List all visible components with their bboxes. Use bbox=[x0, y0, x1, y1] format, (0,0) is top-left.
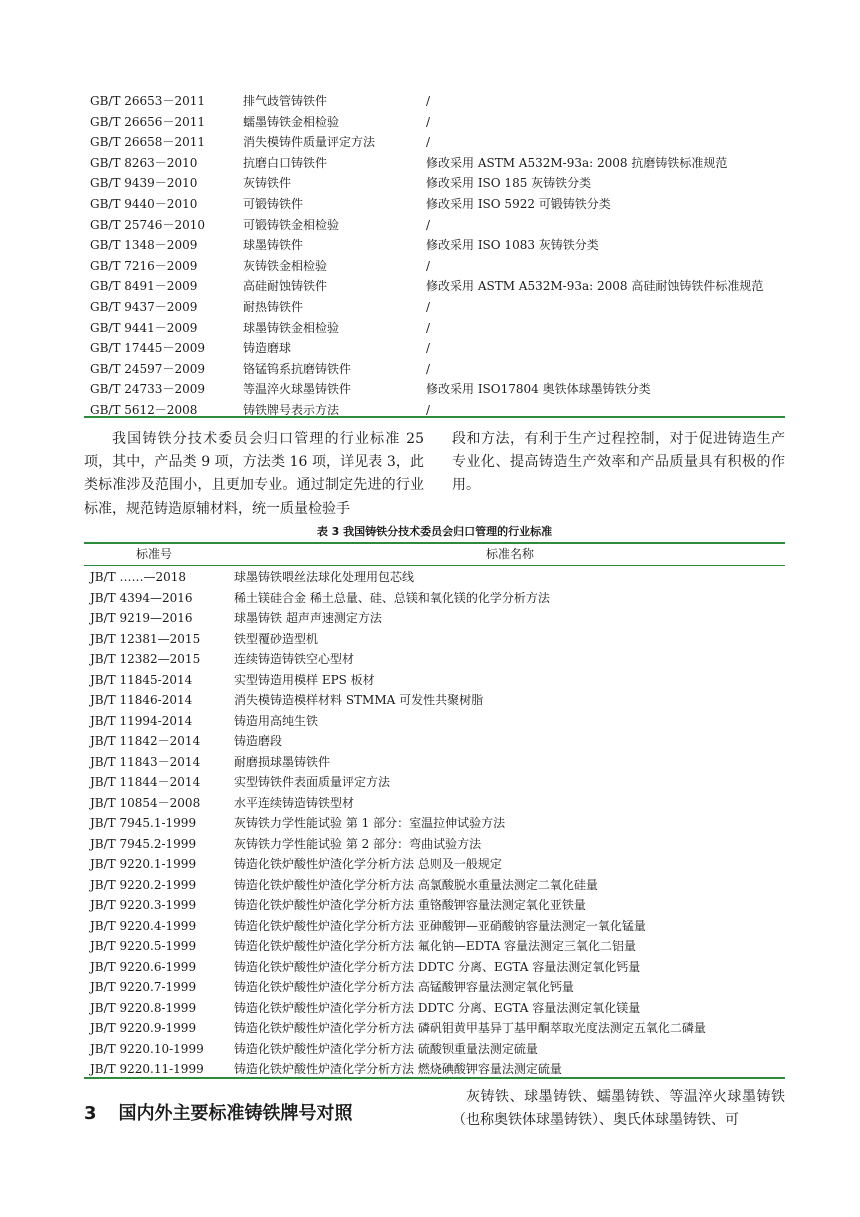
table-header-row bbox=[84, 544, 785, 564]
standard-name: 铸造化铁炉酸性炉渣化学分析方法 总则及一般规定 bbox=[234, 857, 502, 871]
table-row bbox=[84, 359, 784, 380]
adoption-reference: 修改采用 ISO 185 灰铸铁分类 bbox=[426, 176, 592, 191]
standard-name: 等温淬火球墨铸铁件 bbox=[243, 382, 352, 397]
table-row bbox=[84, 215, 784, 236]
standard-code: JB/T 9220.9-1999 bbox=[90, 1021, 197, 1035]
standard-code: GB/T 8263－2010 bbox=[90, 155, 198, 170]
standard-name: 铸造用高纯生铁 bbox=[234, 713, 319, 728]
standard-code: JB/T 9219—2016 bbox=[90, 611, 193, 625]
table-row bbox=[84, 194, 784, 215]
table-header-rule bbox=[84, 565, 785, 566]
standard-code: JB/T 9220.5-1999 bbox=[90, 939, 197, 953]
standard-code: GB/T 26656－2011 bbox=[90, 114, 205, 129]
standard-code: JB/T 9220.1-1999 bbox=[90, 857, 197, 871]
adoption-reference: / bbox=[426, 402, 431, 417]
standard-code: JB/T 12382—2015 bbox=[90, 652, 201, 666]
table-row bbox=[84, 772, 785, 793]
standard-code: JB/T 9220.7-1999 bbox=[90, 980, 197, 994]
body-paragraph-bottom: 灰铸铁、球墨铸铁、蠕墨铸铁、等温淬火球墨铸铁（也称奥铁体球墨铸铁）、奥氏体球墨铸铁、可 bbox=[452, 1089, 785, 1129]
table-caption: 表 3 我国铸铁分技术委员会归口管理的行业标准 bbox=[316, 525, 553, 538]
table-row bbox=[84, 649, 785, 670]
standard-code: JB/T 10854－2008 bbox=[90, 795, 201, 810]
table-row bbox=[84, 112, 784, 133]
standard-code: JB/T 9220.3-1999 bbox=[90, 898, 197, 912]
table-row bbox=[84, 1018, 785, 1039]
standard-name: 耐热铸铁件 bbox=[243, 299, 304, 314]
standard-code: JB/T 9220.4-1999 bbox=[90, 918, 197, 933]
table-body bbox=[84, 567, 785, 1080]
standard-name: 灰铸铁件 bbox=[243, 176, 292, 191]
table-row bbox=[84, 690, 785, 711]
standard-code: JB/T ……—2018 bbox=[90, 570, 187, 584]
standard-name: 铸造化铁炉酸性炉渣化学分析方法 DDTC 分离、EGTA 容量法测定氧化镁量 bbox=[234, 1000, 641, 1015]
standard-code: JB/T 7945.2-1999 bbox=[90, 836, 197, 851]
standard-name: 灰铸铁力学性能试验 第 1 部分：室温拉伸试验方法 bbox=[234, 816, 506, 830]
standard-name: 铸造化铁炉酸性炉渣化学分析方法 高氯酸脱水重量法测定二氧化硅量 bbox=[234, 877, 598, 892]
adoption-reference: / bbox=[426, 114, 431, 129]
table-row bbox=[84, 793, 785, 814]
section-title: 国内外主要标准铸铁牌号对照 bbox=[118, 1103, 353, 1124]
standard-name: 铬锰钨系抗磨铸铁件 bbox=[243, 361, 352, 376]
table-row bbox=[84, 813, 785, 834]
adoption-reference: / bbox=[426, 361, 431, 376]
table-row bbox=[84, 711, 785, 732]
standard-name: 连续铸造铸铁空心型材 bbox=[234, 652, 355, 666]
standard-name: 铸造化铁炉酸性炉渣化学分析方法 高锰酸钾容量法测定氧化钙量 bbox=[234, 980, 574, 994]
table-row bbox=[84, 338, 784, 359]
national-standards-table bbox=[84, 91, 784, 421]
adoption-reference: / bbox=[426, 341, 431, 356]
table-row bbox=[84, 588, 785, 609]
standard-name: 耐磨损球墨铸铁件 bbox=[234, 754, 331, 769]
standard-name: 高硅耐蚀铸铁件 bbox=[243, 279, 328, 294]
standard-name: 稀土镁硅合金 稀土总量、硅、总镁和氧化镁的化学分析方法 bbox=[234, 590, 550, 605]
standard-code: GB/T 9440－2010 bbox=[90, 196, 198, 211]
adoption-reference: 修改采用 ISO 1083 灰铸铁分类 bbox=[426, 238, 599, 253]
standard-code: JB/T 11845-2014 bbox=[90, 672, 193, 687]
standard-code: GB/T 24597－2009 bbox=[90, 361, 205, 376]
standard-name: 球墨铸铁件 bbox=[243, 238, 304, 253]
standard-code: GB/T 9441－2009 bbox=[90, 320, 198, 335]
table-row bbox=[84, 379, 784, 400]
standard-name: 铸造磨球 bbox=[243, 341, 292, 356]
table-bottom-rule bbox=[84, 416, 785, 418]
standard-code: JB/T 9220.2-1999 bbox=[90, 877, 197, 892]
standard-name: 铁型覆砂造型机 bbox=[234, 631, 319, 646]
standard-code: JB/T 11842－2014 bbox=[90, 734, 201, 748]
standard-code: JB/T 7945.1-1999 bbox=[90, 816, 197, 830]
standard-name: 铸造化铁炉酸性炉渣化学分析方法 燃烧碘酸钾容量法测定硫量 bbox=[234, 1062, 562, 1076]
adoption-reference: / bbox=[426, 135, 431, 150]
standard-code: GB/T 5612－2008 bbox=[90, 402, 198, 417]
standard-code: JB/T 11844－2014 bbox=[90, 775, 201, 789]
adoption-reference: / bbox=[426, 299, 431, 314]
adoption-reference: / bbox=[426, 94, 431, 108]
standard-name: 可锻铸铁件 bbox=[243, 196, 304, 211]
table-row bbox=[84, 936, 785, 957]
table-row bbox=[84, 895, 785, 916]
table-row bbox=[84, 731, 785, 752]
standard-name: 实型铸铁件表面质量评定方法 bbox=[234, 775, 391, 789]
table-row bbox=[84, 957, 785, 978]
table-row bbox=[84, 153, 784, 174]
standard-name: 灰铸铁力学性能试验 第 2 部分：弯曲试验方法 bbox=[234, 836, 482, 851]
standard-name: 排气歧管铸铁件 bbox=[243, 94, 328, 108]
body-paragraph-left: 我国铸铁分技术委员会归口管理的行业标准 25 项，其中，产品类 9 项，方法类 16 项，详见表 3，此类标准涉及范围小，且更加专业。通过制定先进的行业标准，规范铸造原辅材料，统一质量检验手 bbox=[84, 431, 424, 517]
standard-name: 球墨铸铁喂丝法球化处理用包芯线 bbox=[234, 570, 415, 584]
table-row bbox=[84, 132, 784, 153]
table-row bbox=[84, 670, 785, 691]
table-row bbox=[84, 91, 784, 112]
table-row bbox=[84, 752, 785, 773]
adoption-reference: / bbox=[426, 258, 431, 273]
table-row bbox=[84, 567, 785, 588]
standard-name: 球墨铸铁 超声声速测定方法 bbox=[234, 611, 382, 625]
table-row bbox=[84, 998, 785, 1019]
standard-code: JB/T 9220.6-1999 bbox=[90, 959, 197, 974]
standard-code: GB/T 8491－2009 bbox=[90, 279, 198, 294]
standard-code: JB/T 9220.8-1999 bbox=[90, 1000, 197, 1015]
standard-name: 铸造化铁炉酸性炉渣化学分析方法 氟化钠—EDTA 容量法测定三氧化二铝量 bbox=[234, 939, 637, 953]
industry-standards-table bbox=[84, 544, 785, 1076]
table-row bbox=[84, 1039, 785, 1060]
table-row bbox=[84, 235, 784, 256]
header-standard-name: 标准名称 bbox=[486, 547, 535, 561]
section-heading bbox=[84, 1099, 353, 1125]
standard-name: 球墨铸铁金相检验 bbox=[243, 320, 340, 335]
standard-name: 蠕墨铸铁金相检验 bbox=[243, 114, 340, 129]
standard-name: 灰铸铁金相检验 bbox=[243, 258, 328, 273]
adoption-reference: 修改采用 ISO 5922 可锻铸铁分类 bbox=[426, 196, 611, 211]
standard-name: 消失模铸件质量评定方法 bbox=[243, 135, 376, 150]
standard-name: 水平连续铸造铸铁型材 bbox=[234, 795, 355, 810]
standard-code: GB/T 17445－2009 bbox=[90, 341, 205, 356]
body-paragraph-right: 段和方法，有利于生产过程控制，对于促进铸造生产专业化、提高铸造生产效率和产品质量具有积极的作用。 bbox=[452, 431, 785, 494]
standard-code: GB/T 24733－2009 bbox=[90, 382, 205, 397]
table-row bbox=[84, 854, 785, 875]
standard-name: 消失模铸造模样材料 STMMA 可发性共聚树脂 bbox=[234, 693, 484, 707]
standard-code: JB/T 11843－2014 bbox=[90, 754, 201, 769]
table-row bbox=[84, 834, 785, 855]
standard-code: JB/T 11994-2014 bbox=[90, 713, 193, 728]
table-row bbox=[84, 629, 785, 650]
table-row bbox=[84, 318, 784, 339]
standard-name: 可锻铸铁金相检验 bbox=[243, 217, 340, 232]
table-row bbox=[84, 916, 785, 937]
table-row bbox=[84, 875, 785, 896]
table-row bbox=[84, 608, 785, 629]
standard-code: GB/T 25746－2010 bbox=[90, 217, 205, 232]
section-number: 3 bbox=[84, 1103, 97, 1124]
standard-code: JB/T 9220.11-1999 bbox=[90, 1062, 204, 1076]
standard-code: JB/T 12381—2015 bbox=[90, 631, 201, 646]
table-row bbox=[84, 977, 785, 998]
standard-code: GB/T 7216－2009 bbox=[90, 258, 198, 273]
table-row bbox=[84, 256, 784, 277]
standard-code: GB/T 26653－2011 bbox=[90, 94, 205, 108]
adoption-reference: 修改采用 ISO17804 奥铁体球墨铸铁分类 bbox=[426, 382, 651, 397]
adoption-reference: / bbox=[426, 217, 431, 232]
standard-name: 铸铁牌号表示方法 bbox=[243, 402, 340, 417]
standard-name: 实型铸造用模样 EPS 板材 bbox=[234, 672, 375, 687]
standard-name: 铸造化铁炉酸性炉渣化学分析方法 重铬酸钾容量法测定氧化亚铁量 bbox=[234, 898, 586, 912]
standard-name: 铸造化铁炉酸性炉渣化学分析方法 DDTC 分离、EGTA 容量法测定氧化钙量 bbox=[234, 959, 641, 974]
standard-code: GB/T 9439－2010 bbox=[90, 176, 198, 191]
standard-name: 铸造化铁炉酸性炉渣化学分析方法 硫酸钡重量法测定硫量 bbox=[234, 1041, 538, 1056]
table-bottom-rule-3 bbox=[84, 1077, 785, 1079]
standard-name: 铸造磨段 bbox=[234, 734, 283, 748]
standard-code: JB/T 9220.10-1999 bbox=[90, 1041, 204, 1056]
standard-code: GB/T 9437－2009 bbox=[90, 299, 198, 314]
adoption-reference: / bbox=[426, 320, 431, 335]
standard-code: JB/T 11846-2014 bbox=[90, 693, 193, 707]
standard-code: GB/T 1348－2009 bbox=[90, 238, 198, 253]
adoption-reference: 修改采用 ASTM A532M-93a: 2008 高硅耐蚀铸铁件标准规范 bbox=[426, 279, 764, 294]
table-row bbox=[84, 297, 784, 318]
adoption-reference: 修改采用 ASTM A532M-93a: 2008 抗磨铸铁标准规范 bbox=[426, 155, 728, 170]
standard-code: GB/T 26658－2011 bbox=[90, 135, 205, 150]
standard-code: JB/T 4394—2016 bbox=[90, 590, 193, 605]
standard-name: 铸造化铁炉酸性炉渣化学分析方法 磷矾钼黄甲基异丁基甲酮萃取光度法测定五氧化二磷量 bbox=[234, 1021, 706, 1035]
header-standard-code: 标准号 bbox=[136, 547, 173, 561]
table-row bbox=[84, 276, 784, 297]
standard-name: 抗磨白口铸铁件 bbox=[243, 155, 328, 170]
table-row bbox=[84, 173, 784, 194]
standard-name: 铸造化铁炉酸性炉渣化学分析方法 亚砷酸钾—亚硝酸钠容量法测定一氧化锰量 bbox=[234, 918, 646, 933]
